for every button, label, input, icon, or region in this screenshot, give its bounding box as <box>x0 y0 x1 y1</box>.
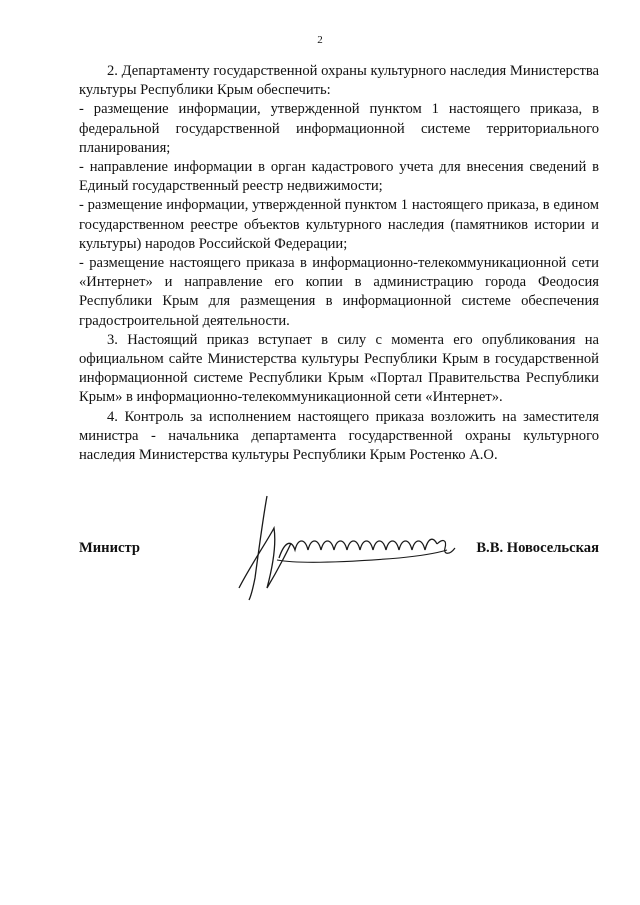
signer-position: Министр <box>79 540 140 556</box>
page-number: 2 <box>317 34 323 46</box>
bullet-item-cadastral: - направление информации в орган кадастрового учета для внесения сведений в Единый государственный реестр недвижимости; <box>79 159 599 195</box>
paragraph-item-3: 3. Настоящий приказ вступает в силу с момента его опубликования на официальном сайте Министерства культуры Республики Крым в государственной информационной системе Республики Крым «Портал Правительства Республики Крым» в информационно-телекоммуникационной сети «Интернет». <box>79 331 599 406</box>
bullet-item-unified-register: - размещение информации, утвержденной пунктом 1 настоящего приказа, в едином государственном реестре объектов культурного наследия (памятников истории и культуры) народов Российской Федерации; <box>79 197 599 252</box>
signature-block <box>79 488 599 608</box>
bullet-item-federal-system: - размещение информации, утвержденной пунктом 1 настоящего приказа, в федеральной государственной информационной системе территориального планирования; <box>79 101 599 156</box>
paragraph-item-2: 2. Департаменту государственной охраны культурного наследия Министерства культуры Республики Крым обеспечить: <box>79 63 599 99</box>
document-body <box>79 62 599 465</box>
signer-name: В.В. Новосельская <box>476 540 599 556</box>
bullet-item-internet-publication: - размещение настоящего приказа в информационно-телекоммуникационной сети «Интернет» и направление его копии в администрацию города Феодосия Республики Крым для размещения в информационной системе обеспечения градостроительной деятельности. <box>79 255 599 329</box>
paragraph-item-4: 4. Контроль за исполнением настоящего приказа возложить на заместителя министра - начальника департамента государственной охраны культурного наследия Министерства культуры Республики Крым Ростенко А.О. <box>79 408 599 464</box>
handwritten-signature <box>219 488 459 603</box>
